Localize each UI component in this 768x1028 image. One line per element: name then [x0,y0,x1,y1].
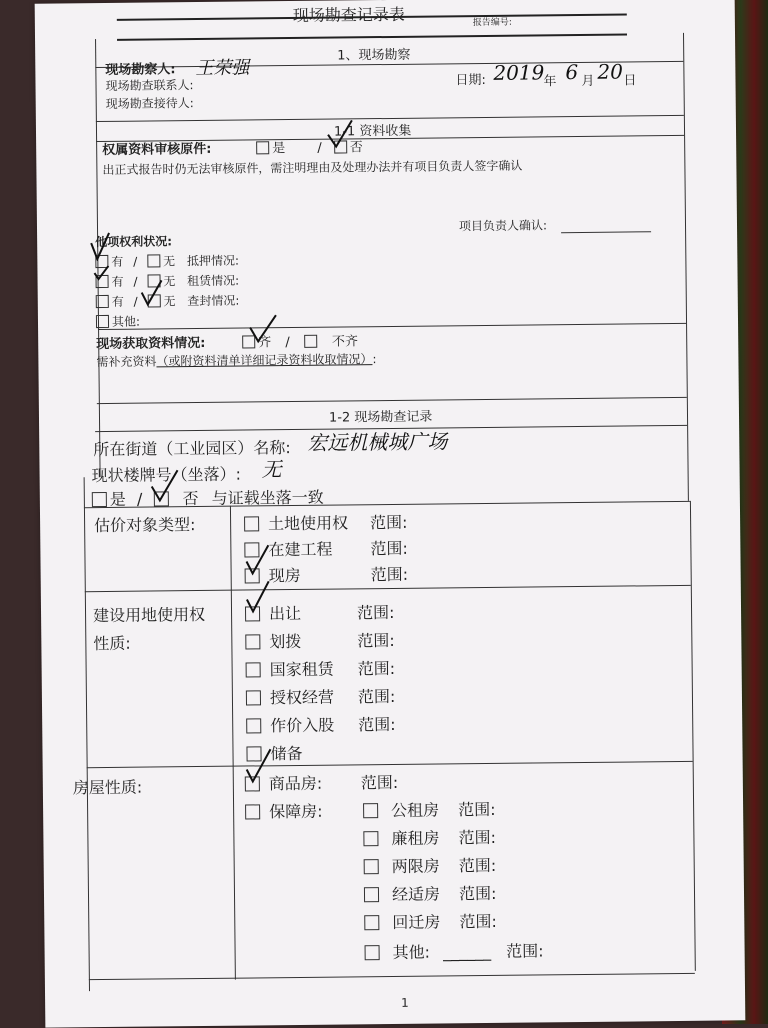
affordable-other-checkbox[interactable] [365,945,380,960]
surveyor-label: 现场勘察人: [105,62,176,78]
rule [98,323,686,330]
construction-label: 在建工程 [268,539,333,560]
checkmark-icon [326,118,354,148]
scope-label: 范围: [370,512,408,533]
affordable-label: 保障房: [269,801,323,822]
valuation-item-land [244,510,348,534]
affordable-sub-item [363,825,496,849]
low-rent-checkbox[interactable] [363,831,378,846]
land-use-label-line1: 建设用地使用权 [92,604,206,626]
checkmark-icon [248,313,278,343]
option-yes: 有 [111,254,124,269]
pm-confirm-label: 项目负责人确认: [458,218,548,234]
frame-right-lower [690,501,696,971]
incomplete-checkbox[interactable] [304,335,317,348]
street-value: 宏远机械城广场 [307,429,448,455]
match-row: 是 / 否 与证载坐落一致 [92,485,324,510]
page-title: 现场勘查记录表 [292,4,405,25]
incomplete-label: 不齐 [331,334,358,350]
match-yes-label: 是 [109,489,126,509]
scope-label: 范围: [357,630,395,651]
ownership-note: 出正式报告时仍无法审核原件，需注明理由及处理办法并有项目负责人签字确认 [102,158,523,177]
checkmark-icon [150,468,180,502]
complete-label: 齐 [258,335,272,351]
date-year-unit: 年 [543,74,557,90]
scope-label: 范围: [458,855,497,876]
affordable-sub-label: 两限房 [391,856,440,877]
header-bottom-rule [117,33,627,40]
rule [89,973,695,980]
ownership-slash: / [317,140,322,156]
scope-label: 范围: [459,911,497,932]
ownership-yes-label: 是 [272,141,286,157]
ownership-label: 权属资料审核原件: [102,141,212,158]
checkmark-icon [93,265,109,281]
ownership-yes-checkbox[interactable] [256,141,269,154]
frame-right [683,33,689,501]
land-use-item-label: 划拨 [269,631,302,652]
land-use-item-label: 授权经营 [269,687,335,708]
scope-label: 范围: [358,714,396,735]
street-label: 所在街道（工业园区）名称: [93,438,291,460]
scope-label: 范围: [357,658,396,679]
scope-label: 范围: [356,602,395,623]
checkmark-icon [140,278,164,306]
option-yes: 有 [111,274,124,289]
economic-checkbox[interactable] [364,887,379,902]
land-use-item [246,713,334,737]
existing-label: 现房 [268,565,301,586]
checkmark-icon [244,747,272,783]
date-label: 日期: [455,72,486,89]
match-no-label: 否 [182,489,199,509]
land-use-item [246,657,334,681]
price-limited-checkbox[interactable] [364,859,379,874]
match-text: 与证载坐落一致 [211,487,324,508]
supplement-row [96,350,376,370]
option-yes: 有 [111,294,124,309]
land-use-item-label: 国家租赁 [269,659,334,680]
option-no: 无 [163,294,176,309]
public-rental-checkbox[interactable] [363,803,378,818]
scope-label: 范围: [370,564,409,585]
seizure-yes-checkbox[interactable] [96,295,109,308]
scope-label: 范围: [360,772,399,793]
scope-label: 范围: [458,827,497,848]
rights-row-other [96,313,140,330]
section12-title: 1-2 现场勘查记录 [328,409,433,426]
supplement-note: （或附资料清单详细记录资料收取情况） [156,352,373,369]
frame-left-lower [84,477,90,991]
rule [97,397,687,404]
relocation-checkbox[interactable] [364,915,379,930]
commercial-label: 商品房: [268,773,323,794]
scope-label: 范围: [370,538,408,559]
seizure-label: 查封情况: [187,293,240,309]
scope-label: 范围: [506,941,544,961]
match-yes-checkbox[interactable] [92,492,107,507]
acquired-label: 现场获取资料情况: [96,335,206,353]
affordable-sub-label: 公租房 [391,800,440,821]
page-number: 1 [401,995,409,1010]
rule [85,585,691,592]
survey-form-paper [35,0,746,1028]
allocation-checkbox[interactable] [245,634,260,649]
affordable-sub-item [363,797,496,821]
rights-row-mortgage: 有 / 无 抵押情况: [95,252,239,271]
date-month: 6 [565,60,579,85]
rights-row-lease: 有 / 无 租赁情况: [95,272,239,291]
checkmark-icon [244,543,270,575]
other-rights-label: 他项权利状况: [95,234,173,250]
affordable-other-blank[interactable]: ______ [443,941,492,962]
affordable-checkbox[interactable] [245,804,260,819]
affordable-item [245,799,323,823]
rights-row-seizure: 有 / 无 查封情况: [96,292,240,311]
scope-label: 范围: [357,686,396,707]
ownership-no-label: 否 [349,140,363,156]
state-lease-checkbox[interactable] [246,662,261,677]
section1-title: 1、现场勘察 [337,47,411,64]
land-use-item [246,685,334,709]
land-use-item-label: 出让 [268,603,302,624]
affordable-sub-label: 经适房 [391,884,441,904]
affordable-sub-label: 回迁房 [392,912,441,932]
date-day: 20 [597,59,623,84]
column-divider [230,506,236,980]
affordable-sub-item [364,853,497,877]
date-day-unit: 日 [623,73,637,89]
valuation-label: 估价对象类型: [94,515,196,536]
checkmark-icon [89,231,111,261]
land-use-label-line2: 性质: [93,633,131,654]
surveyor-signature: 王荣强 [195,57,250,80]
pm-signature-line[interactable] [561,231,651,233]
supplement-colon: : [372,352,377,367]
rights-other-checkbox[interactable] [96,315,109,328]
date-year: 2019 [493,60,545,85]
mortgage-no-checkbox[interactable] [147,254,160,267]
rights-other-label: 其他: [111,314,141,329]
affordable-sub-item-other [364,938,543,963]
lease-label: 租赁情况: [187,273,240,289]
rule [87,761,693,768]
date-month-unit: 月 [581,73,595,89]
land-checkbox[interactable] [244,516,259,531]
supplement-label: 需补充资料 [96,354,157,370]
land-use-item-label: 作价入股 [270,715,335,736]
building-label: 现状楼牌号（坐落）: [91,464,242,486]
receiver-label: 现场勘查接待人: [105,96,194,111]
report-number-label: 报告编号: [472,17,512,29]
affordable-sub-item [364,909,497,933]
land-label: 土地使用权 [268,513,349,534]
equity-checkbox[interactable] [246,718,261,733]
house-label: 房屋性质: [72,777,143,798]
building-value: 无 [261,457,282,482]
section11-title: 1-1 资料收集 [333,123,412,140]
contact-label: 现场勘查联系人: [105,78,194,93]
affordable-sub-label: 廉租房 [391,828,440,849]
affordable-sub-item [364,881,497,905]
checkmark-icon [245,579,271,613]
land-use-item [245,629,301,653]
option-no: 无 [163,254,176,269]
acquired-options: 齐 / 不齐 [242,330,358,350]
mortgage-label: 抵押情况: [186,253,240,269]
scope-label: 范围: [458,799,496,820]
land-use-item-label: 储备 [270,743,303,764]
option-no: 无 [163,274,176,289]
scope-label: 范围: [459,883,497,904]
affordable-other-label: 其他: [392,942,431,962]
authorized-checkbox[interactable] [246,690,261,705]
